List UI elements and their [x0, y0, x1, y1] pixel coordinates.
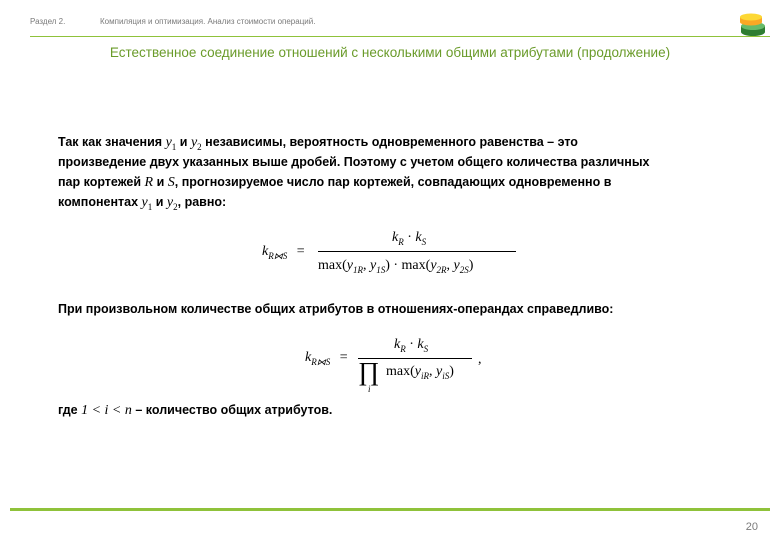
page-number: 20 [745, 521, 758, 533]
formula-numerator: $k_R \cdot k_S$ [394, 337, 429, 354]
header-divider [30, 36, 770, 37]
paragraph-2: При произвольном количестве общих атрибутов в отношениях-операндах справедливо: [58, 302, 614, 316]
text: Так как значения [58, 135, 166, 149]
formula-comma: , [478, 352, 482, 367]
text: независимы, вероятность одновременного равенства – это [205, 135, 578, 149]
text: где [58, 403, 82, 417]
text: – количество общих атрибутов. [135, 403, 333, 417]
paragraph-line-4 [58, 192, 738, 217]
var-y1: $y_1$ [141, 195, 153, 212]
text: , прогнозируемое число пар кортежей, совпадающих одновременно в [174, 175, 612, 189]
condition: 1 < i < n [81, 403, 132, 418]
formula-numerator: $k_R \cdot k_S$ [392, 230, 427, 247]
formula-lhs: $k_{R⋈S}$ = [305, 350, 348, 367]
header-subtitle: Компиляция и оптимизация. Анализ стоимости операций. [100, 17, 316, 26]
product-symbol: ∏ [358, 357, 380, 386]
formula-denominator: $\max(y_{1R}$, $y_{1S}) \cdot \max(y_{2R}$, $y_{2S}$) [318, 258, 474, 275]
var-y2: $y_2$ [166, 195, 178, 212]
text: пар кортежей [58, 175, 145, 189]
section-label: Раздел 2. [30, 17, 66, 26]
paragraph-3 [58, 400, 738, 421]
slide-title: Естественное соединение отношений с несколькими общими атрибутами (продолжение) [109, 45, 671, 60]
var-S: S [167, 175, 175, 190]
var-y2: $y_2$ [190, 135, 202, 152]
text: и [155, 195, 167, 209]
footer-divider [10, 508, 770, 511]
text: компонентах [58, 195, 142, 209]
text: и [179, 135, 191, 149]
var-y1: $y_1$ [165, 135, 177, 152]
formula-denominator: $\max(y_{iR}$, $y_{iS}$) [386, 364, 454, 381]
formula-lhs: $k_{R⋈S}$ = [262, 244, 305, 261]
product-index: i [368, 384, 371, 394]
paragraph-line-2: произведение двух указанных выше дробей. Поэтому с учетом общего количества различных [58, 155, 650, 169]
paragraph-line-3 [58, 172, 738, 193]
text: , равно: [177, 195, 227, 209]
text: и [156, 175, 168, 189]
fraction-bar [318, 251, 516, 252]
var-R: R [144, 175, 154, 190]
coins-logo-icon [738, 11, 768, 37]
